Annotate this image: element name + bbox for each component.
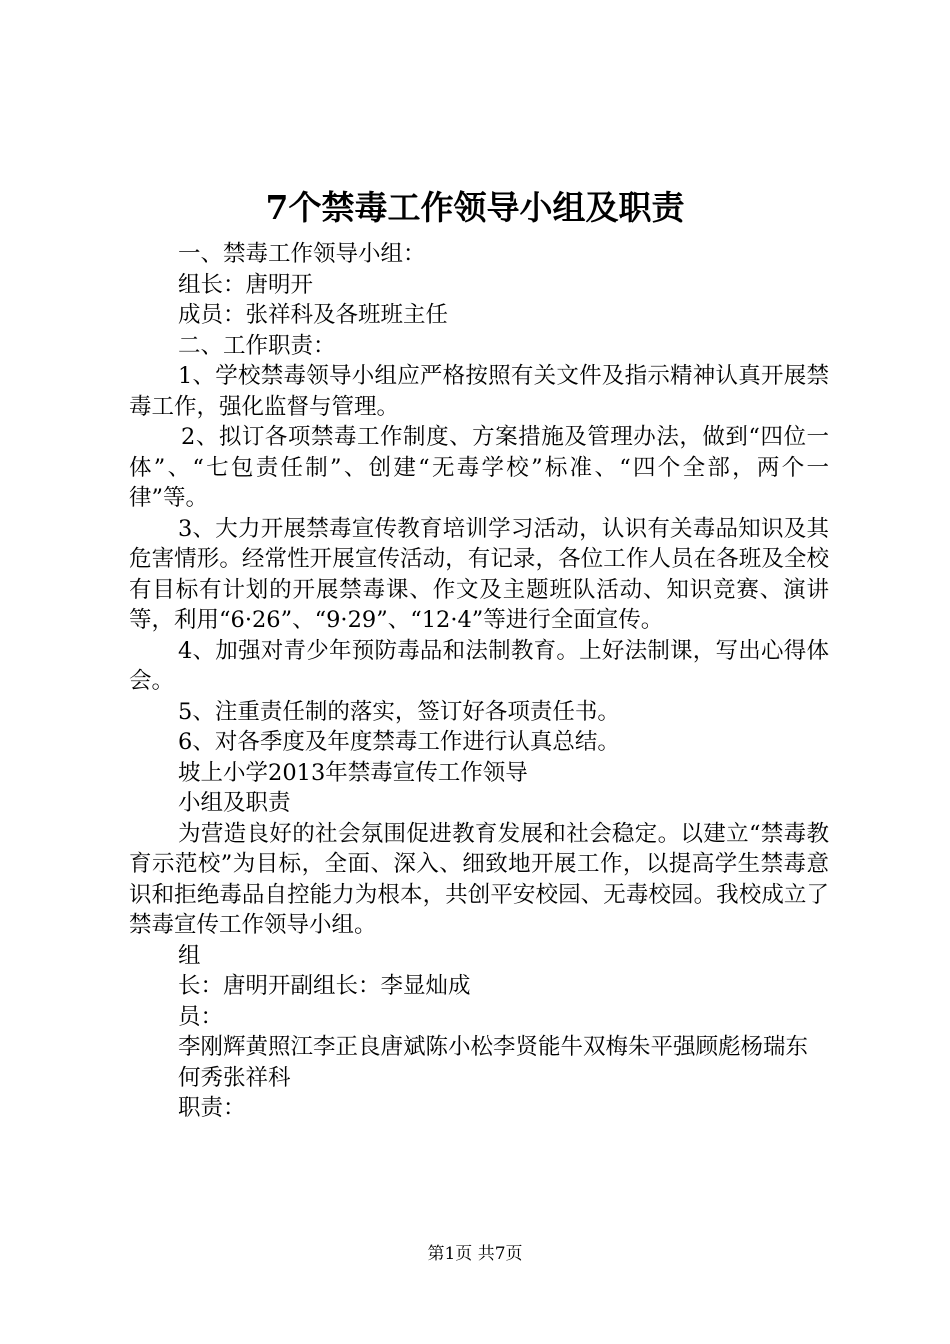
- paragraph-intro: 为营造良好的社会氛围促进教育发展和社会稳定。以建立“禁毒教育示范校”为目标，全面、深入、细致地开展工作，以提高学生禁毒意识和拒绝毒品自控能力为根本，共创平安校园、无毒校园。我校成立了禁毒宣传工作领导小组。: [129, 820, 829, 938]
- paragraph-members-label: 员：: [178, 1003, 224, 1030]
- paragraph-duty-2: 2、拟订各项禁毒工作制度、方案措施及管理办法，做到“四位一体”、“七包责任制”、创建“无毒学校”标准、“四个全部，两个一律”等。: [129, 424, 829, 511]
- paragraph-group-leader: 组长：唐明开: [178, 271, 314, 298]
- paragraph-member-names-2: 何秀张祥科: [178, 1064, 291, 1091]
- paragraph-member-names: 李刚辉黄照江李正良唐斌陈小松李贤能牛双梅朱平强顾彪杨瑞东: [178, 1034, 809, 1060]
- paragraph-subtitle-line-2: 小组及职责: [178, 790, 291, 816]
- paragraph-subtitle-line-1: 坡上小学2013年禁毒宣传工作领导: [178, 759, 528, 786]
- paragraph-duty-6: 6、对各季度及年度禁毒工作进行认真总结。: [178, 729, 620, 755]
- paragraph-duty-1: 1、学校禁毒领导小组应严格按照有关文件及指示精神认真开展禁毒工作，强化监督与管理。: [129, 363, 829, 420]
- paragraph-duty-4: 4、加强对青少年预防毒品和法制教育。上好法制课，写出心得体会。: [129, 637, 829, 694]
- paragraph-duty-5: 5、注重责任制的落实，签订好各项责任书。: [178, 698, 620, 725]
- paragraph-members: 成员：张祥科及各班班主任: [178, 302, 449, 328]
- paragraph-section-2-heading: 二、工作职责：: [178, 332, 336, 359]
- paragraph-duty-3: 3、大力开展禁毒宣传教育培训学习活动，认识有关毒品知识及其危害情形。经常性开展宣传活动，有记录，各位工作人员在各班及全校有目标有计划的开展禁毒课、作文及主题班队活动、知识竞赛、演讲等，利用“6·26”、“9·29”、“12·4”等进行全面宣传。: [129, 515, 829, 633]
- paragraph-group-label: 组: [178, 942, 201, 969]
- document-title: 7个禁毒工作领导小组及职责: [265, 188, 685, 227]
- document-body: [129, 239, 829, 1124]
- paragraph-section-1-heading: 一、禁毒工作领导小组：: [178, 241, 426, 267]
- paragraph-leaders: 长：唐明开副组长：李显灿成: [178, 973, 471, 999]
- paragraph-duties-label: 职责：: [178, 1095, 246, 1121]
- page-number: 第1页 共7页: [427, 1244, 523, 1264]
